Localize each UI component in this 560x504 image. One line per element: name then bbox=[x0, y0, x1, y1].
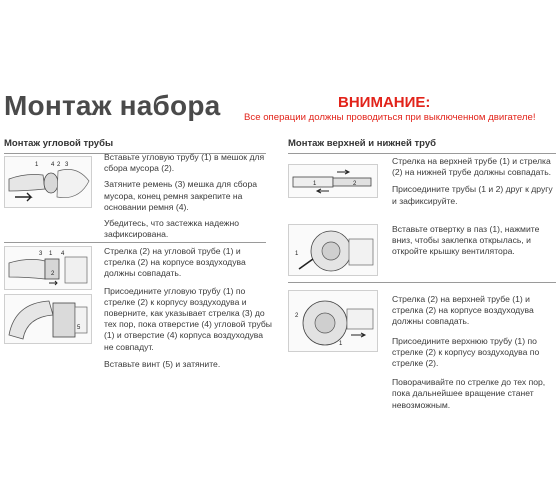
figure-fan-cover bbox=[288, 224, 378, 276]
instruction: Убедитесь, что застежка надежно зафиксирована. bbox=[104, 218, 240, 240]
page-title: Монтаж набора bbox=[4, 90, 221, 121]
fig-label: 1 bbox=[295, 251, 299, 257]
instruction: Затяните ремень (3) мешка для сбора мусора, конец ремня закрепите на основании ремня (4). bbox=[104, 179, 257, 212]
divider bbox=[288, 282, 556, 283]
fig-label: 3 bbox=[39, 251, 43, 257]
right-text-block-1 bbox=[392, 156, 556, 207]
fig-label: 2 bbox=[353, 181, 357, 187]
fig-label: 2 bbox=[57, 162, 61, 168]
figure-upper-pipe-attach bbox=[288, 290, 378, 352]
left-text-block-2 bbox=[104, 246, 274, 370]
section-heading-angle-pipe: Монтаж угловой трубы bbox=[4, 138, 114, 149]
fig-label: 2 bbox=[295, 313, 299, 319]
warning-heading: ВНИМАНИЕ: bbox=[338, 94, 431, 111]
figure-angle-pipe-attach bbox=[4, 246, 92, 290]
fig-label: 1 bbox=[35, 162, 39, 168]
figure-angle-pipe-bag bbox=[4, 156, 92, 208]
section-heading-upper-lower-pipes: Монтаж верхней и нижней труб bbox=[288, 138, 437, 149]
instruction: Стрелка (2) на угловой трубе (1) и стрелка (2) на корпусе воздуходува должны совпадать. bbox=[104, 246, 246, 279]
fig-label: 3 bbox=[65, 162, 69, 168]
instruction: Присоедините угловую трубу (1) по стрелке (2) к корпусу воздуходува и поверните, как указывает стрелка (3) до тех пор, пока отверстие (4) угловой трубы (1) и отверстие (4) корпуса воздуходува не совпадут. bbox=[104, 285, 272, 352]
instruction: Присоедините трубы (1 и 2) друг к другу и зафиксируйте. bbox=[392, 184, 553, 206]
left-text-block-1 bbox=[104, 152, 269, 240]
warning-text: Все операции должны проводиться при выключенном двигателе! bbox=[244, 112, 536, 123]
fig-label: 4 bbox=[61, 251, 65, 257]
figure-angle-pipe-screw bbox=[4, 294, 92, 344]
fig-label: 1 bbox=[49, 251, 53, 257]
fig-label: 1 bbox=[313, 181, 317, 187]
instruction: Присоедините верхнюю трубу (1) по стрелке (2) к корпусу воздуходува по стрелке (2). bbox=[392, 335, 540, 369]
divider bbox=[288, 153, 556, 154]
instruction: Поворачивайте по стрелке до тех пор, пока дальнейшее вращение станет невозможным. bbox=[392, 377, 546, 410]
fig-label: 1 bbox=[339, 341, 343, 347]
fig-label: 4 bbox=[51, 162, 55, 168]
instruction: Вставьте отвертку в паз (1), нажмите вниз, чтобы заклепка открылась, и откройте крышку вентилятора. bbox=[392, 224, 540, 257]
instruction: Стрелка (2) на верхней трубе (1) и стрелка (2) на корпусе воздуходува должны совпадать. bbox=[392, 294, 534, 327]
figure-pipes-join bbox=[288, 164, 378, 198]
fig-label: 5 bbox=[77, 325, 81, 331]
right-text-block-2 bbox=[392, 224, 556, 258]
instruction: Стрелка на верхней трубе (1) и стрелка (2) на нижней трубе должны совпадать. bbox=[392, 156, 552, 178]
divider bbox=[4, 242, 266, 243]
instruction: Вставьте угловую трубу (1) в мешок для сбора мусора (2). bbox=[104, 152, 265, 174]
instruction: Вставьте винт (5) и затяните. bbox=[104, 358, 221, 369]
fig-label: 2 bbox=[51, 271, 55, 277]
right-text-block-3 bbox=[392, 294, 556, 411]
